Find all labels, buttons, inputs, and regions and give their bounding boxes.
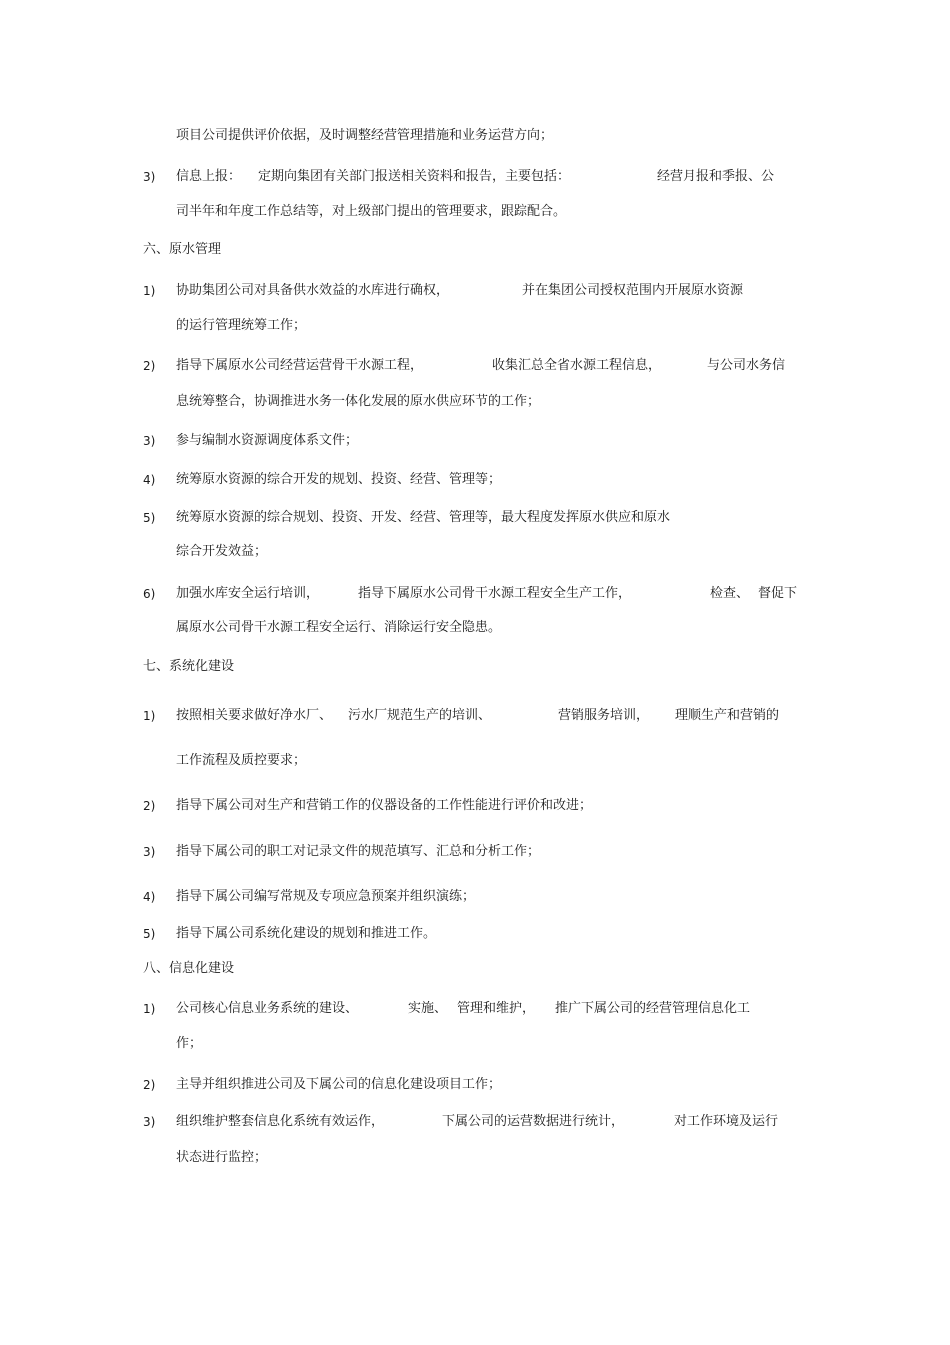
item-number: 2) xyxy=(143,799,156,813)
item-number: 3) xyxy=(143,1115,156,1129)
item-number: 6) xyxy=(143,587,156,601)
item-text: 参与编制水资源调度体系文件； xyxy=(176,433,359,448)
section-heading: 六、原水管理 xyxy=(143,242,222,257)
item-text: 属原水公司骨干水源工程安全运行、消除运行安全隐患。 xyxy=(176,620,502,635)
item-text: 综合开发效益； xyxy=(176,544,268,559)
item-number: 4) xyxy=(143,890,156,904)
item-text: 协助集团公司对具备供水效益的水库进行确权， xyxy=(176,283,450,298)
item-number: 3) xyxy=(143,845,156,859)
item-number: 1) xyxy=(143,1002,156,1016)
item-text: 并在集团公司授权范围内开展原水资源 xyxy=(522,283,744,298)
item-text: 污水厂规范生产的培训、 xyxy=(348,708,492,723)
item-text: 息统筹整合，协调推进水务一体化发展的原水供应环节的工作； xyxy=(176,394,541,409)
item-text: 主导并组织推进公司及下属公司的信息化建设项目工作； xyxy=(176,1077,502,1092)
item-text: 与公司水务信 xyxy=(707,358,786,373)
item-text: 统筹原水资源的综合规划、投资、开发、经营、管理等，最大程度发挥原水供应和原水 xyxy=(176,510,671,525)
item-text: 司半年和年度工作总结等，对上级部门提出的管理要求，跟踪配合。 xyxy=(176,204,567,219)
item-text: 收集汇总全省水源工程信息， xyxy=(492,358,662,373)
item-text: 工作流程及质控要求； xyxy=(176,753,307,768)
item-text: 对工作环境及运行 xyxy=(674,1114,779,1129)
item-number: 5) xyxy=(143,511,156,525)
item-text: 检查、 xyxy=(710,586,750,601)
item-text: 指导下属公司的职工对记录文件的规范填写、汇总和分析工作； xyxy=(176,844,541,859)
item-text: 经营月报和季报、公 xyxy=(657,169,775,184)
item-text: 指导下属公司编写常规及专项应急预案并组织演练； xyxy=(176,889,476,904)
item-number: 2) xyxy=(143,1078,156,1092)
item-number: 4) xyxy=(143,473,156,487)
item-number: 1) xyxy=(143,709,156,723)
item-text: 加强水库安全运行培训， xyxy=(176,586,320,601)
item-text: 督促下 xyxy=(758,586,798,601)
item-text: 定期向集团有关部门报送相关资料和报告，主要包括： xyxy=(258,169,571,184)
item-text: 指导下属公司对生产和营销工作的仪器设备的工作性能进行评价和改进； xyxy=(176,798,593,813)
item-text: 营销服务培训， xyxy=(558,708,650,723)
item-text: 公司核心信息业务系统的建设、 xyxy=(176,1001,359,1016)
continuation-text: 项目公司提供评价依据，及时调整经营管理措施和业务运营方向； xyxy=(176,128,554,143)
item-text: 指导下属原水公司经营运营骨干水源工程， xyxy=(176,358,424,373)
section-heading: 七、系统化建设 xyxy=(143,659,235,674)
item-text: 理顺生产和营销的 xyxy=(675,708,780,723)
item-text: 下属公司的运营数据进行统计， xyxy=(442,1114,625,1129)
item-number: 5) xyxy=(143,927,156,941)
item-number: 3) xyxy=(143,434,156,448)
item-text: 组织维护整套信息化系统有效运作， xyxy=(176,1114,385,1129)
item-number: 3) xyxy=(143,170,156,184)
item-text: 统筹原水资源的综合开发的规划、投资、经营、管理等； xyxy=(176,472,502,487)
item-text: 推广下属公司的经营管理信息化工 xyxy=(555,1001,751,1016)
item-text: 按照相关要求做好净水厂、 xyxy=(176,708,333,723)
item-text: 指导下属公司系统化建设的规划和推进工作。 xyxy=(176,926,437,941)
item-text: 实施、 xyxy=(408,1001,448,1016)
item-number: 1) xyxy=(143,284,156,298)
item-text: 作； xyxy=(176,1036,203,1051)
item-number: 2) xyxy=(143,359,156,373)
item-text: 管理和维护， xyxy=(457,1001,536,1016)
item-text: 信息上报： xyxy=(176,169,242,184)
item-text: 指导下属原水公司骨干水源工程安全生产工作， xyxy=(358,586,632,601)
item-text: 状态进行监控； xyxy=(176,1150,268,1165)
section-heading: 八、信息化建设 xyxy=(143,961,235,976)
item-text: 的运行管理统筹工作； xyxy=(176,318,307,333)
